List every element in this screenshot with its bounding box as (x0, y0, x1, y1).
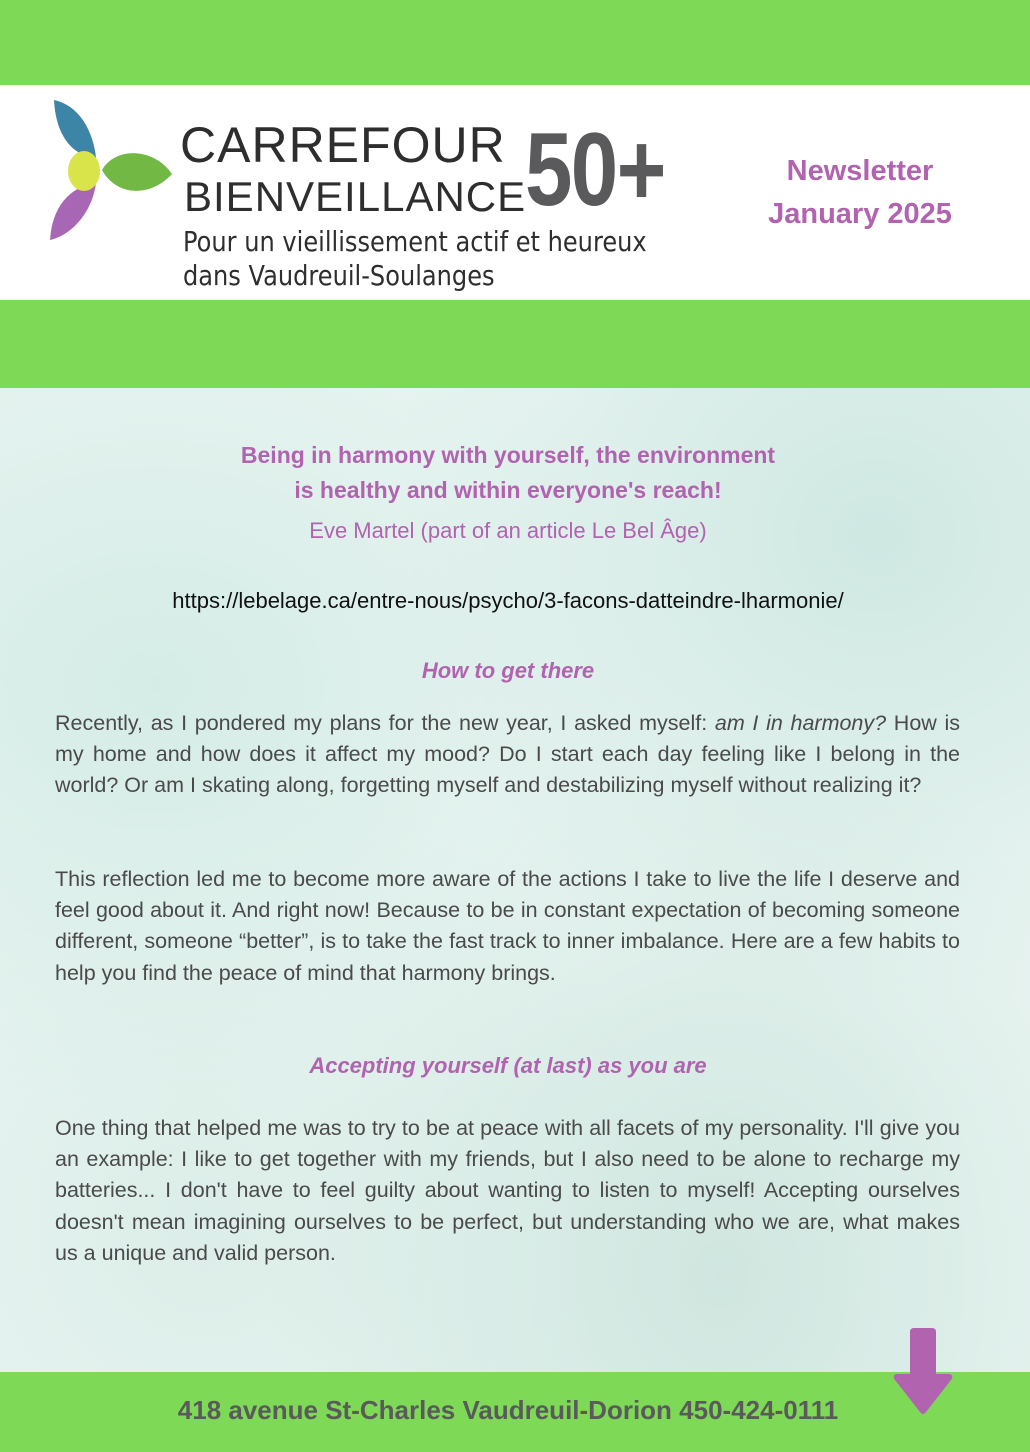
logo-teal-petal (54, 100, 96, 158)
logo-tagline-1: Pour un vieillissement actif et heureux (183, 225, 647, 258)
section-heading-how-to-get-there: How to get there (421, 658, 595, 683)
paragraph-3: One thing that helped me was to try to be at peace with all facets of my personality. I'll give you an example: I like to get together with my friends, but I also need to be alone to recharge my batteries... I don't have to feel guilty about wanting to listen to myself! Accepting ourselves doesn't mean imagining ourselves to be perfect, but understanding who we are, what makes us a unique and valid person. (55, 1116, 960, 1265)
paragraph-1-italic: am I in harmony? (714, 711, 887, 735)
logo-purple-petal (50, 182, 96, 240)
top-green-bar (0, 0, 1030, 85)
article-author: Eve Martel (part of an article Le Bel Âge) (309, 518, 707, 543)
section-heading-accepting-yourself: Accepting yourself (at last) as you are (309, 1053, 707, 1078)
paragraph-1-end: How is my home and how does it affect my mood? Do I start each day feeling like I belong in the world? Or am I skating along, forgetting myself and destabilizing myself without realizing it? (55, 711, 960, 798)
logo-leaf-icon (46, 96, 176, 244)
logo-title-carrefour: CARREFOUR (180, 117, 506, 173)
newsletter-date: January 2025 (768, 198, 952, 230)
article-title (150, 438, 866, 508)
newsletter-heading (740, 150, 980, 236)
logo-tagline-2: dans Vaudreuil-Soulanges (183, 259, 495, 292)
footer-address: 418 avenue St-Charles Vaudreuil-Dorion 450-424-0111 (177, 1395, 839, 1425)
arrow-down-icon (892, 1328, 954, 1416)
paragraph-1-start: Recently, as I pondered my plans for the new year, I asked myself: (55, 711, 715, 735)
article-url-link[interactable]: https://lebelage.ca/entre-nous/psycho/3-facons-datteindre-lharmonie/ (172, 588, 844, 613)
paragraph-1 (55, 708, 960, 802)
middle-green-bar (0, 300, 1030, 388)
logo-title-bienveillance: BIENVEILLANCE (184, 173, 527, 220)
paragraph-2: This reflection led me to become more aware of the actions I take to live the life I deserve and feel good about it. And right now! Because to be in constant expectation of becoming someone different, someone “better”, is to take the fast track to inner imbalance. Here are a few habits to help you find the peace of mind that harmony brings. (55, 867, 960, 985)
header (0, 85, 1030, 300)
logo-50-plus: 50+ (525, 112, 665, 228)
article-title-line-1: Being in harmony with yourself, the environment (240, 442, 776, 468)
newsletter-label: Newsletter (786, 155, 934, 187)
logo-green-petal (102, 153, 172, 191)
logo-center (68, 151, 100, 191)
article-title-line-2: is healthy and within everyone's reach! (294, 477, 722, 503)
